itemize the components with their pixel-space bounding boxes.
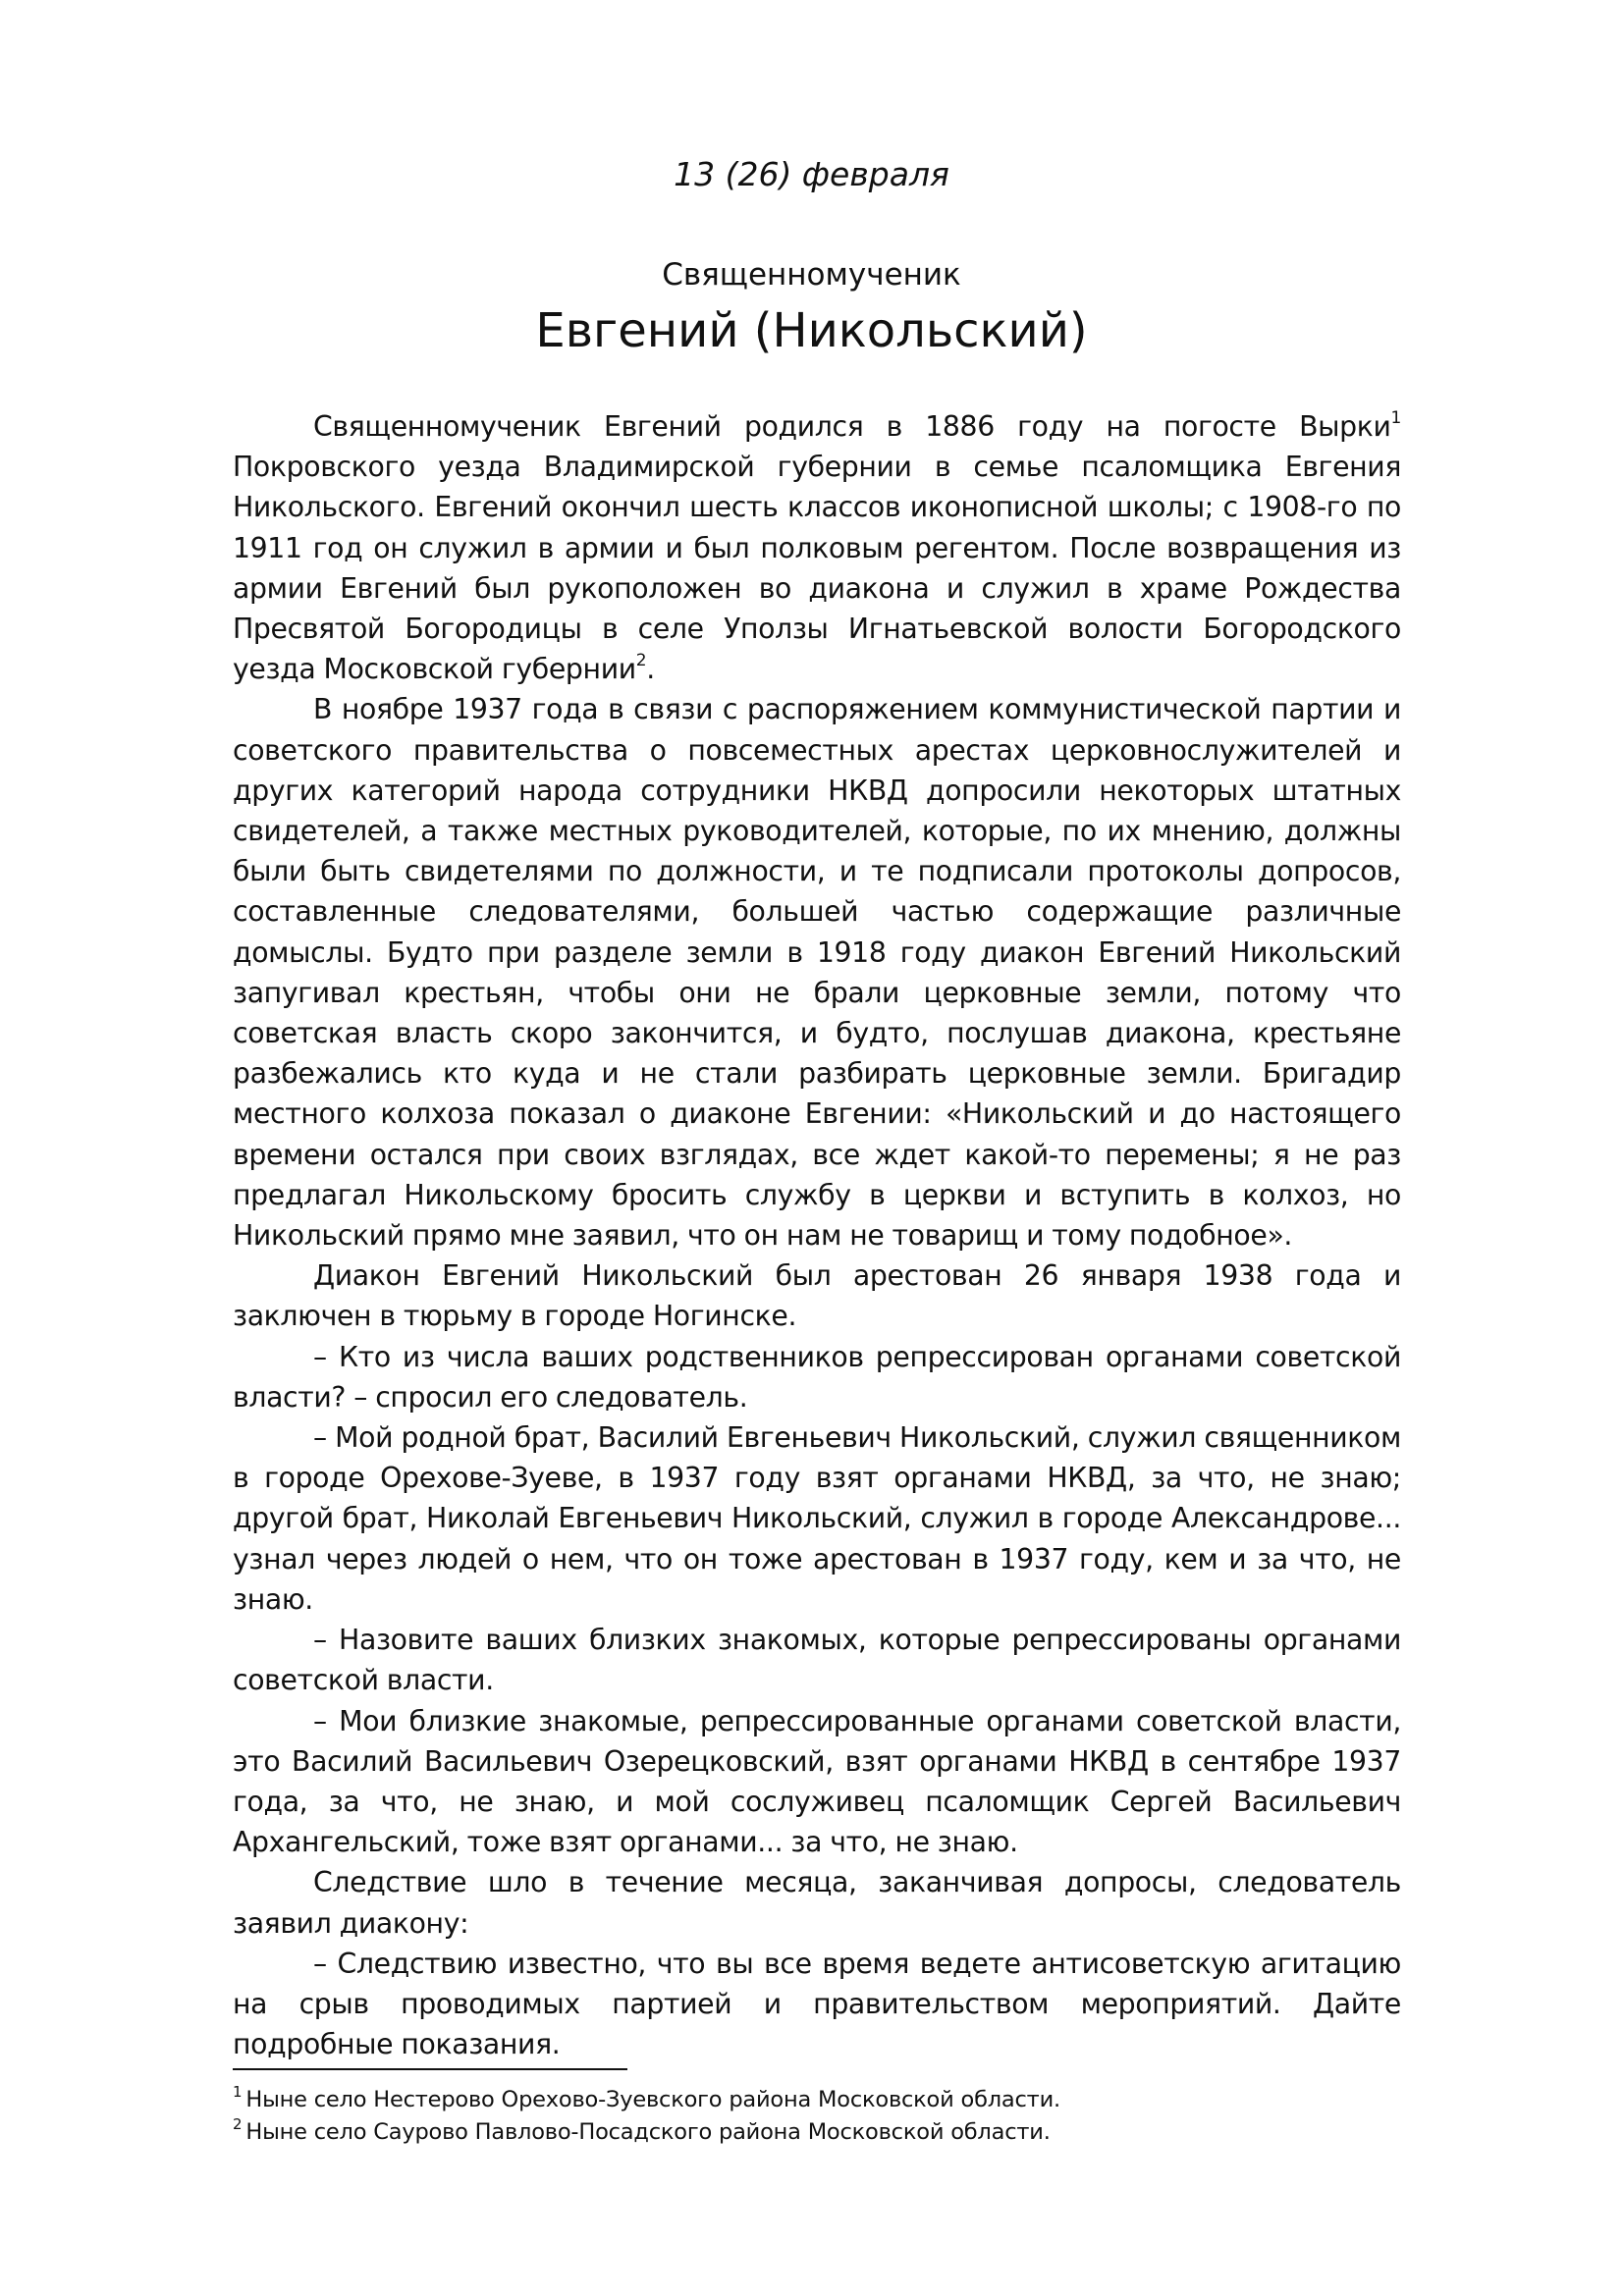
paragraph-investigation: Следствие шло в течение месяца, заканчивая допросы, следователь заявил диакону: [233, 1866, 1401, 1940]
interrogation-answer: – Мой родной брат, Василий Евгеньевич Никольский, служил священником в городе Орехове-Зуеве, в 1937 году взят органами НКВД, за что, не знаю; другой брат, Николай Евгеньевич Никольский, служил в городе Александрове... узнал через людей о нем, что он тоже арестован в 1937 году, кем и за что, не знаю. [233, 1421, 1401, 1616]
footnote-separator [233, 2068, 627, 2070]
paragraph-arrest: Диакон Евгений Никольский был арестован 26 января 1938 года и заключен в тюрьму в городе Ногинске. [233, 1259, 1401, 1333]
page-title: Евгений (Никольский) [535, 303, 1088, 358]
paragraph-text: Священномученик Евгений родился в 1886 году на погосте Вырки [313, 410, 1391, 443]
date-heading: 13 (26) февраля [674, 155, 949, 193]
footnote [233, 2084, 1401, 2116]
body-text [233, 406, 1401, 2064]
paragraph-biography [233, 406, 1401, 689]
footnote [233, 2116, 1401, 2149]
paragraph-text: . [646, 653, 655, 686]
footnote-marker: 1 [233, 2083, 243, 2101]
footnote-text: Ныне село Саурово Павлово-Посадского района Московской области. [245, 2119, 1051, 2145]
interrogation-question: – Кто из числа ваших родственников репрессирован органами советской власти? – спросил его следователь. [233, 1340, 1401, 1414]
interrogation-question: – Назовите ваших близких знакомых, которые репрессированы органами советской власти. [233, 1624, 1401, 1697]
saint-rank-subtitle: Священномученик [662, 257, 961, 293]
interrogation-answer: – Мои близкие знакомые, репрессированные органами советской власти, это Василий Васильевич Озерецковский, взят органами НКВД в сентябре 1937 года, за что, не знаю, и мой сослуживец псаломщик Сергей Васильевич Архангельский, тоже взят органами... за что, не знаю. [233, 1704, 1401, 1859]
footnotes [233, 2084, 1401, 2149]
interrogation-question: – Следствию известно, что вы все время ведете антисоветскую агитацию на срыв проводимых партией и правительством мероприятий. Дайте подробные показания. [233, 1947, 1401, 2061]
paragraph-testimonies: В ноябре 1937 года в связи с распоряжением коммунистической партии и советского правительства о повсеместных арестах церковнослужителей и других категорий народа сотрудники НКВД допросили некоторых штатных свидетелей, а также местных руководителей, которые, по их мнению, должны были быть свидетелями по должности, и те подписали протоколы допросов, составленные следователями, большей частью содержащие различные домыслы. Будто при разделе земли в 1918 году диакон Евгений Никольский запугивал крестьян, чтобы они не брали церковные земли, потому что советская власть скоро закончится, и будто, послушав диакона, крестьяне разбежались кто куда и не стали разбирать церковные земли. Бригадир местного колхоза показал о диаконе Евгении: «Никольский и до настоящего времени остался при своих взглядах, все ждет какой-то перемены; я не раз предлагал Никольскому бросить службу в церкви и вступить в колхоз, но Никольский прямо мне заявил, что он нам не товарищ и тому подобное». [233, 693, 1401, 1253]
footnote-reference: 1 [1390, 408, 1401, 428]
footnote-marker: 2 [233, 2115, 243, 2133]
paragraph-text: Покровского уезда Владимирской губернии в семье псаломщика Евгения Никольского. Евгений окончил шесть классов иконописной школы; с 1908-го по 1911 год он служил в армии и был полковым регентом. После возвращения из армии Евгений был рукоположен во диакона и служил в храме Рождества Пресвятой Богородицы в селе Уползы Игнатьевской волости Богородского уезда Московской губернии [233, 451, 1401, 686]
footnote-reference: 2 [635, 651, 647, 671]
footnote-text: Ныне село Нестерово Орехово-Зуевского района Московской области. [245, 2087, 1060, 2112]
